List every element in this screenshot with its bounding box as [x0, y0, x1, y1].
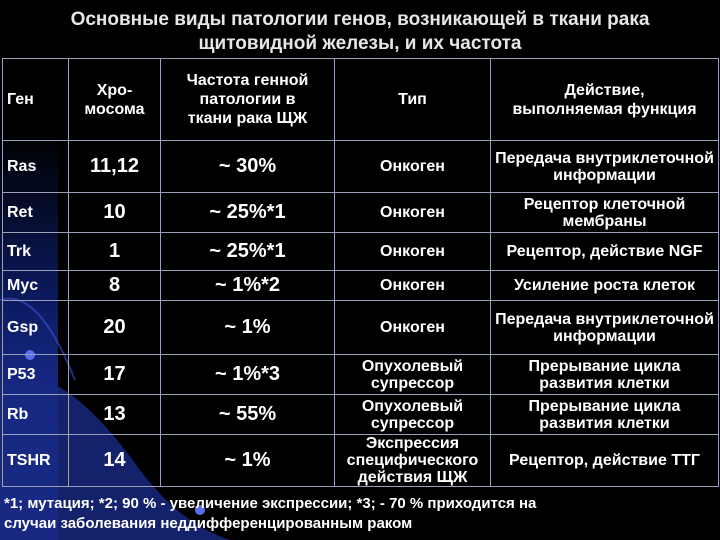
table-row [3, 435, 719, 487]
cell-chromosome: 17 [69, 355, 161, 395]
cell-action: Передача внутриклеточной информации [491, 301, 719, 355]
cell-gene: P53 [3, 355, 69, 395]
cell-chromosome: 1 [69, 233, 161, 271]
cell-chromosome: 11,12 [69, 141, 161, 193]
header-frequency: Частота генной патологии в ткани рака ЩЖ [161, 59, 335, 141]
header-row [3, 59, 719, 141]
header-type: Тип [335, 59, 491, 141]
cell-chromosome: 8 [69, 271, 161, 301]
cell-action: Рецептор клеточной мембраны [491, 193, 719, 233]
table-row [3, 355, 719, 395]
cell-frequency: ~ 25%*1 [161, 193, 335, 233]
cell-frequency: ~ 1% [161, 301, 335, 355]
cell-gene: Rb [3, 395, 69, 435]
footnote-line-1: *1; мутация; *2; 90 % - увеличение экспрессии; *3; - 70 % приходится на [4, 495, 537, 512]
cell-frequency: ~ 30% [161, 141, 335, 193]
header-chromosome: Хро- мосома [69, 59, 161, 141]
cell-action: Передача внутриклеточной информации [491, 141, 719, 193]
gene-pathology-table [2, 58, 719, 487]
cell-action: Рецептор, действие ТТГ [491, 435, 719, 487]
cell-gene: Myc [3, 271, 69, 301]
cell-type: Опухолевый супрессор [335, 395, 491, 435]
header-action: Действие, выполняемая функция [491, 59, 719, 141]
header-gene: Ген [3, 59, 69, 141]
cell-frequency: ~ 55% [161, 395, 335, 435]
cell-frequency: ~ 25%*1 [161, 233, 335, 271]
cell-chromosome: 13 [69, 395, 161, 435]
cell-frequency: ~ 1% [161, 435, 335, 487]
table-row [3, 141, 719, 193]
cell-type: Экспрессия специфического действия ЩЖ [335, 435, 491, 487]
footnote [4, 494, 716, 534]
cell-chromosome: 10 [69, 193, 161, 233]
cell-action: Прерывание цикла развития клетки [491, 395, 719, 435]
cell-type: Онкоген [335, 233, 491, 271]
cell-gene: Trk [3, 233, 69, 271]
cell-type: Онкоген [335, 193, 491, 233]
cell-gene: Ret [3, 193, 69, 233]
table-row [3, 301, 719, 355]
cell-chromosome: 20 [69, 301, 161, 355]
title-line-1: Основные виды патологии генов, возникающей в ткани рака [70, 9, 650, 30]
cell-action: Прерывание цикла развития клетки [491, 355, 719, 395]
cell-action: Усиление роста клеток [491, 271, 719, 301]
title-line-2: щитовидной железы, и их частота [198, 33, 522, 54]
cell-gene: TSHR [3, 435, 69, 487]
table-row [3, 271, 719, 301]
cell-frequency: ~ 1%*3 [161, 355, 335, 395]
table-row [3, 395, 719, 435]
page-title [40, 8, 680, 56]
table-row [3, 233, 719, 271]
cell-type: Онкоген [335, 301, 491, 355]
cell-type: Онкоген [335, 271, 491, 301]
cell-gene: Ras [3, 141, 69, 193]
cell-type: Онкоген [335, 141, 491, 193]
cell-frequency: ~ 1%*2 [161, 271, 335, 301]
cell-gene: Gsp [3, 301, 69, 355]
table-row [3, 193, 719, 233]
cell-chromosome: 14 [69, 435, 161, 487]
cell-action: Рецептор, действие NGF [491, 233, 719, 271]
footnote-line-2: случаи заболевания неддифференцированным раком [4, 515, 413, 532]
cell-type: Опухолевый супрессор [335, 355, 491, 395]
